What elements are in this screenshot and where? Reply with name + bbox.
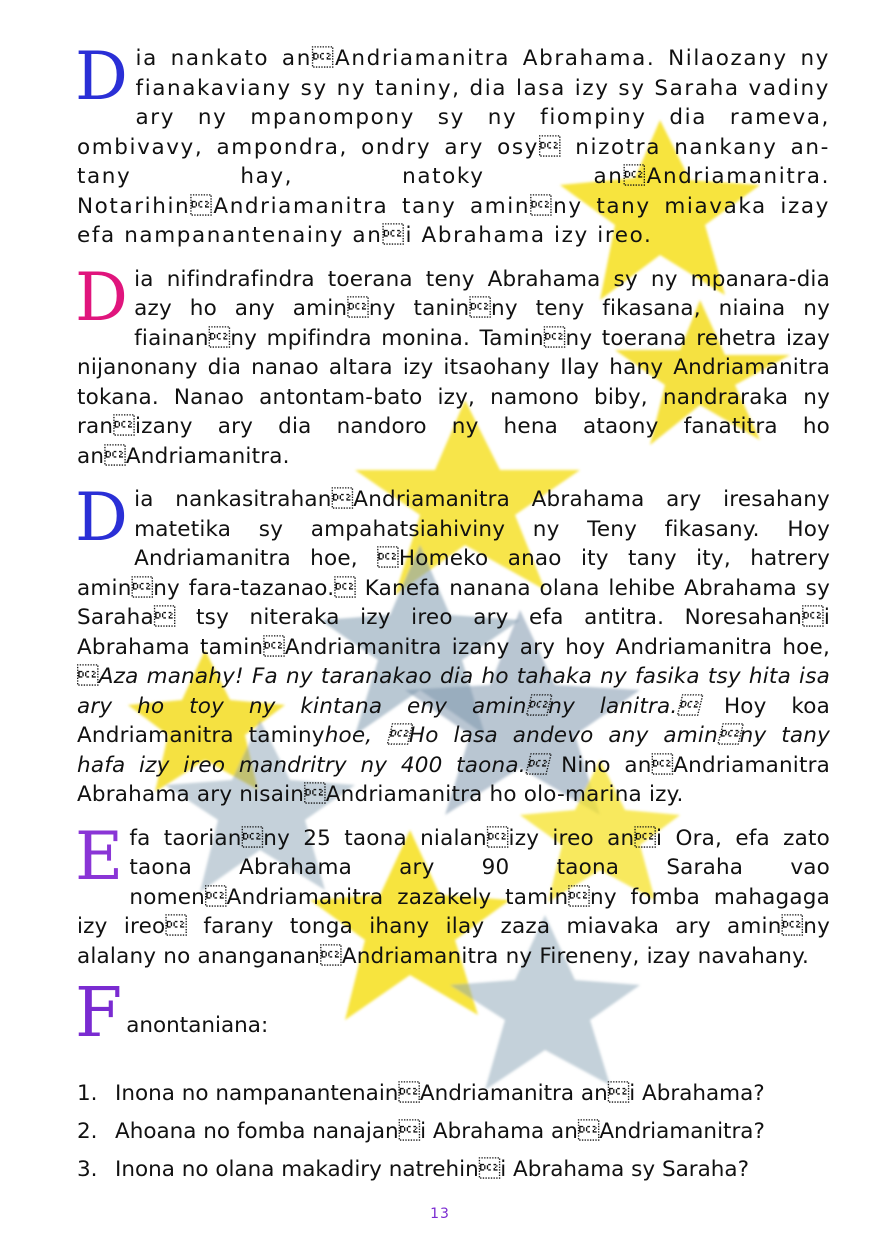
paragraph-text: ia nifindrafindra toerana teny Abrahama sy ny mpanara-dia azy ho any aminny taninny teny fikasana, niaina ny fiainanny mpifindra monina. Taminny toerana rehetra izay nijanonany dia nanao altara izy itsaohany Ilay hany Andriamanitra tokana. Nanao antontam-bato izy, namono biby, nandraraka ny ranizany ary dia nandoro ny hena ataony fanatitra ho anAndriamanitra. — [77, 266, 830, 469]
questions-heading — [75, 974, 830, 1055]
dropcap: D — [75, 479, 129, 556]
dropcap: E — [75, 817, 124, 895]
paragraph-2 — [75, 258, 830, 472]
question-text: Inona no nampanantenainAndriamanitra ani Abrahama? — [115, 1081, 765, 1106]
question-number: 1. — [77, 1081, 98, 1106]
page-number: 13 — [430, 1206, 450, 1222]
question-item — [77, 1081, 830, 1107]
paragraph-4 — [75, 817, 830, 972]
paragraph-text: ia nankasitrahanAndriamanitra Abrahama ary iresahany matetika sy ampahatsiahiviny ny Teny fikasany. Hoy Andriamanitra hoe, Homeko anao ity tany ity, hatrery aminny fara-tazanao. Kanefa nanana olana lehibe Abrahama sy Saraha tsy niteraka izy ireo ary efa antitra. Noresahani Abrahama taminAndriamanitra izany ary hoy Andriamanitra hoe,  — [77, 487, 830, 689]
paragraph-text: ia nankato anAndriamanitra Abrahama. Nilaozany ny fianakaviany sy ny taniny, dia lasa izy sy Saraha vadiny ary ny mpanompony sy ny fiompiny dia rameva, ombivavy, ampondra, ondry ary osy nizotra nankany an-tany hay, natoky anAndriamanitra. NotarihinAndriamanitra tany aminny tany miavaka izay efa nampanantenainy ani Abrahama izy ireo. — [77, 46, 830, 248]
question-item — [77, 1119, 830, 1145]
dropcap: D — [75, 38, 130, 115]
question-item — [77, 1157, 830, 1183]
paragraph-3 — [75, 479, 831, 810]
dropcap: D — [75, 258, 129, 336]
paragraph-text: Hoy koa Andriamanitra taminy — [77, 693, 831, 748]
question-text: Inona no olana makadiry natrehini Abrahama sy Saraha? — [115, 1157, 749, 1182]
paragraph-text: fa taorianny 25 taona nialanizy ireo ani Ora, efa zato taona Abrahama ary 90 taona Saraha vao nomenAndriamanitra zazakely taminny fomba mahagaga izy ireo farany tonga ihany ilay zaza miavaka ary aminny alalany no anangananAndriamanitra ny Fireneny, izay navahany. — [77, 825, 830, 969]
paragraph-quote: Aza manahy! Fa ny taranakao dia ho tahaka ny fasika tsy hita isa ary ho toy ny kintana eny aminny lanitra. — [77, 664, 830, 719]
paragraph-1 — [75, 38, 830, 251]
question-text: Ahoana no fomba nanajani Abrahama anAndriamanitra? — [115, 1119, 765, 1144]
dropcap: F — [75, 974, 123, 1053]
page-content — [75, 38, 831, 1195]
paragraph-quote: hoe, Ho lasa andevo any aminny tany hafa izy ireo mandritry ny 400 taona. — [77, 723, 831, 778]
questions-title: anontaniana: — [126, 1013, 269, 1038]
questions-list — [77, 1081, 830, 1183]
question-number: 2. — [77, 1119, 98, 1144]
paragraph-text: Nino anAndriamanitra Abrahama ary nisainAndriamanitra ho olo-marina izy. — [77, 752, 831, 807]
question-number: 3. — [77, 1157, 98, 1182]
